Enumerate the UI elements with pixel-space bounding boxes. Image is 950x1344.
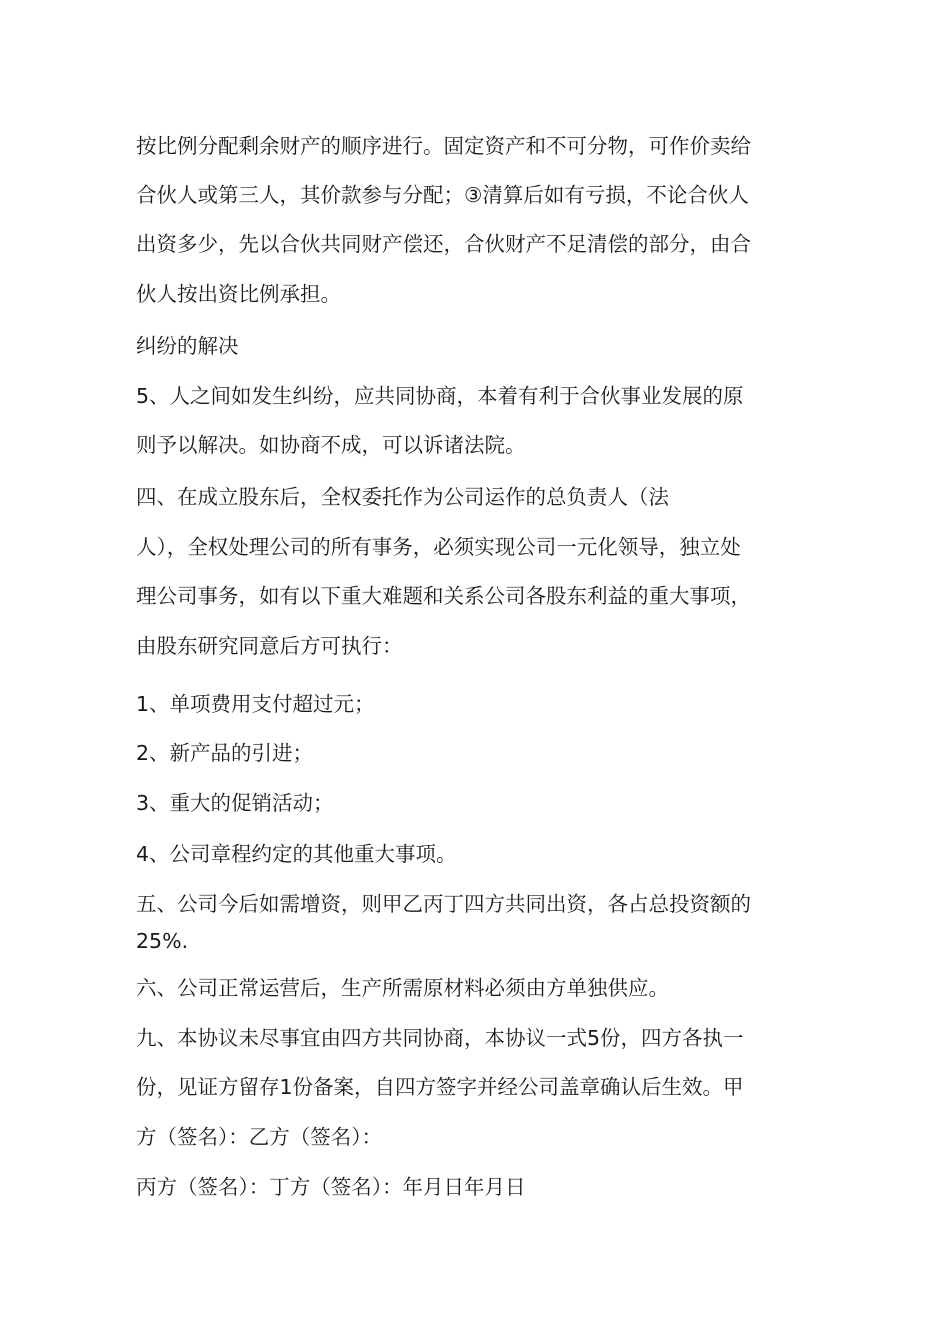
- list-item: 3、重大的促销活动；: [136, 791, 334, 815]
- list-item: 1、单项费用支付超过元；: [136, 692, 375, 716]
- paragraph-line: 合伙人或第三人，其价款参与分配；③清算后如有亏损，不论合伙人: [136, 183, 749, 207]
- paragraph-line: 理公司事务，如有以下重大难题和关系公司各股东利益的重大事项，: [136, 584, 751, 608]
- paragraph-line: 份，见证方留存1份备案，自四方签字并经公司盖章确认后生效。甲: [136, 1075, 744, 1099]
- paragraph-line: 5、人之间如发生纠纷，应共同协商，本着有利于合伙事业发展的原: [136, 384, 744, 408]
- paragraph-line: 25%.: [136, 929, 189, 953]
- paragraph-line: 按比例分配剩余财产的顺序进行。固定资产和不可分物，可作价卖给: [136, 134, 751, 158]
- list-item: 2、新产品的引进；: [136, 741, 314, 765]
- list-item: 4、公司章程约定的其他重大事项。: [136, 842, 457, 866]
- paragraph-line: 六、公司正常运营后，生产所需原材料必须由方单独供应。: [136, 976, 669, 1000]
- paragraph-line: 四、在成立股东后，全权委托作为公司运作的总负责人（法: [136, 485, 669, 509]
- paragraph-line: 人），全权处理公司的所有事务，必须实现公司一元化领导，独立处: [136, 535, 741, 559]
- paragraph-line: 伙人按出资比例承担。: [136, 282, 341, 306]
- paragraph-line: 九、本协议未尽事宜由四方共同协商，本协议一式5份，四方各执一: [136, 1026, 744, 1050]
- paragraph-line: 由股东研究同意后方可执行：: [136, 634, 403, 658]
- signature-line: 丙方（签名）：丁方（签名）：年月日年月日: [136, 1175, 526, 1199]
- paragraph-line: 出资多少，先以合伙共同财产偿还，合伙财产不足清偿的部分，由合: [136, 232, 751, 256]
- paragraph-line: 五、公司今后如需增资，则甲乙丙丁四方共同出资，各占总投资额的: [136, 892, 751, 916]
- paragraph-line: 则予以解决。如协商不成，可以诉诸法院。: [136, 433, 526, 457]
- signature-line: 方（签名）：乙方（签名）：: [136, 1125, 382, 1149]
- section-heading: 纠纷的解决: [136, 334, 239, 358]
